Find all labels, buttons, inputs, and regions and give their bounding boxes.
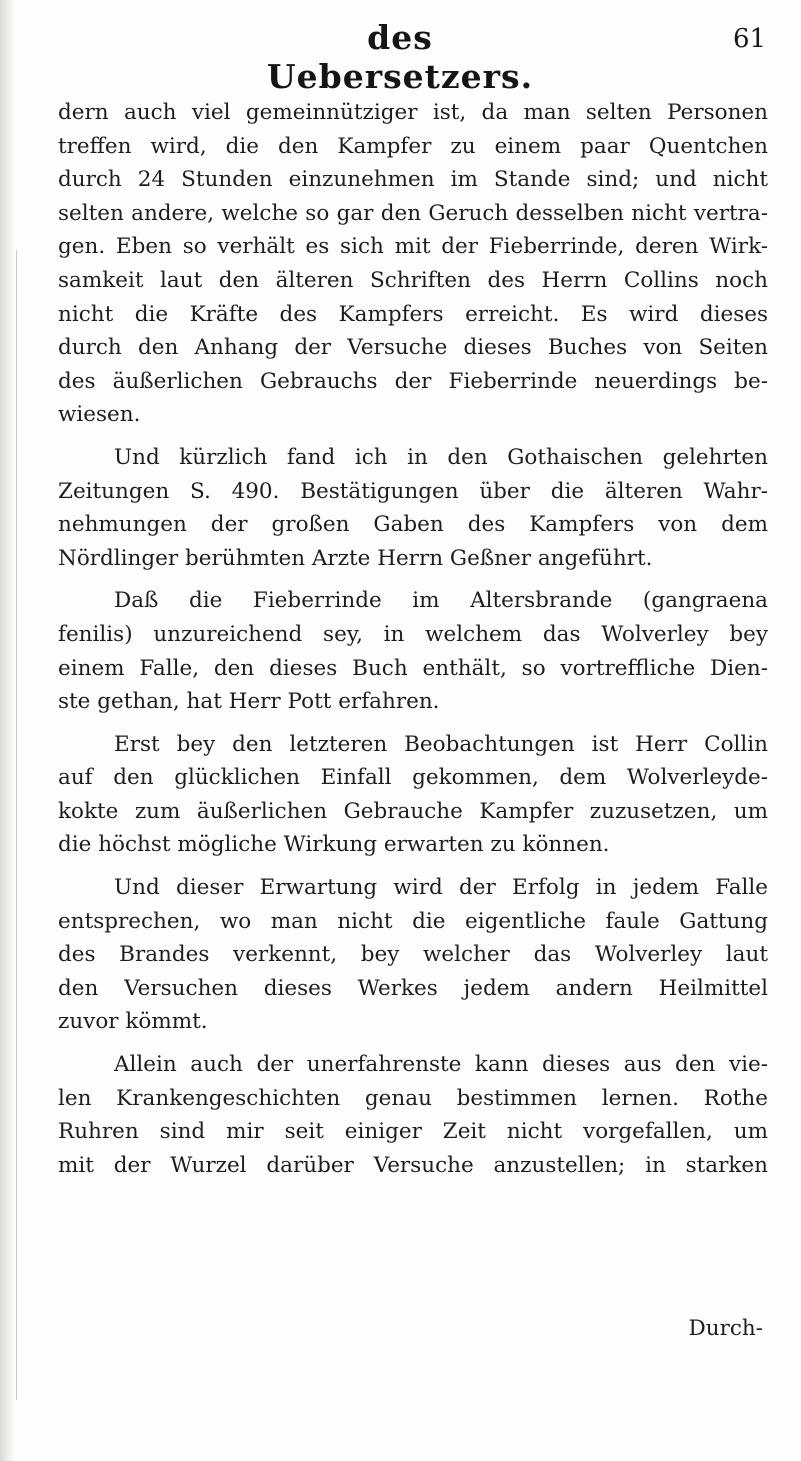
page-binding-line [16, 250, 17, 1400]
running-head [0, 18, 801, 96]
paragraph-2 [58, 441, 768, 575]
text-line: gen. Eben so verhält es sich mit der Fieberrinde, deren Wirk- [58, 234, 768, 260]
paragraph-gap [58, 1039, 768, 1048]
page-binding-shadow [0, 0, 14, 1461]
text-line: ste gethan, hat Herr Pott erfahren. [58, 689, 440, 715]
text-line: Zeitungen S. 490. Bestätigungen über die älteren Wahr- [58, 478, 768, 504]
text-line: samkeit laut den älteren Schriften des Herrn Collins noch [58, 267, 768, 293]
body-text [58, 96, 768, 1182]
text-line: len Krankengeschichten genau bestimmen lernen. Rothe [58, 1085, 768, 1111]
text-line: durch 24 Stunden einzunehmen im Stande sind; und nicht [58, 167, 768, 193]
paragraph-gap [58, 432, 768, 441]
text-line: dern auch viel gemeinnütziger ist, da man selten Personen [58, 100, 768, 125]
page-number: 61 [733, 24, 767, 54]
paragraph-6 [58, 1048, 768, 1182]
paragraph-3 [58, 584, 768, 718]
text-line: durch den Anhang der Versuche dieses Buches von Seiten [58, 335, 768, 361]
text-line: Daß die Fieberrinde im Altersbrande (gangraena [114, 588, 768, 614]
running-title: des Uebersetzers. [266, 18, 534, 96]
text-line: zuvor kömmt. [58, 1009, 208, 1035]
text-line: auf den glücklichen Einfall gekommen, dem Wolverleyde- [58, 765, 768, 791]
text-line: einem Falle, den dieses Buch enthält, so vortreffliche Dien- [58, 655, 768, 681]
text-line: wiesen. [58, 402, 141, 428]
text-line: Allein auch der unerfahrenste kann dieses aus den vie- [114, 1052, 768, 1078]
catchword: Durch- [688, 1316, 763, 1341]
text-line: die höchst mögliche Wirkung erwarten zu können. [58, 832, 610, 858]
text-line: den Versuchen dieses Werkes jedem andern Heilmittel [58, 975, 768, 1001]
text-line: nicht die Kräfte des Kampfers erreicht. Es wird dieses [58, 301, 768, 327]
text-line: Erst bey den letzteren Beobachtungen ist Herr Collin [114, 731, 768, 757]
text-line: Und kürzlich fand ich in den Gothaischen gelehrten [114, 444, 768, 470]
text-line: entsprechen, wo man nicht die eigentliche faule Gattung [58, 908, 768, 934]
text-line: Und dieser Erwartung wird der Erfolg in jedem Falle [114, 875, 768, 901]
text-line: des Brandes verkennt, bey welcher das Wolverley laut [58, 942, 768, 968]
text-line: mit der Wurzel darüber Versuche anzustellen; in starken [58, 1152, 768, 1178]
text-line: des äußerlichen Gebrauchs der Fieberrinde neuerdings be- [58, 368, 768, 394]
text-line: kokte zum äußerlichen Gebrauche Kampfer zuzusetzen, um [58, 798, 768, 824]
paragraph-gap [58, 575, 768, 584]
paragraph-gap [58, 862, 768, 871]
text-line: fenilis) unzureichend sey, in welchem das Wolverley bey [58, 621, 768, 647]
text-line: nehmungen der großen Gaben des Kampfers von dem [58, 512, 768, 538]
text-line: Nördlinger berühmten Arzte Herrn Geßner angeführt. [58, 545, 653, 571]
paragraph-5 [58, 871, 768, 1039]
text-line: Ruhren sind mir seit einiger Zeit nicht vorgefallen, um [58, 1119, 768, 1145]
paragraph-gap [58, 719, 768, 728]
text-line: selten andere, welche so gar den Geruch desselben nicht vertra- [58, 200, 768, 226]
paragraph-1 [58, 96, 768, 432]
text-line: treffen wird, die den Kampfer zu einem paar Quentchen [58, 133, 768, 159]
paragraph-4 [58, 728, 768, 862]
